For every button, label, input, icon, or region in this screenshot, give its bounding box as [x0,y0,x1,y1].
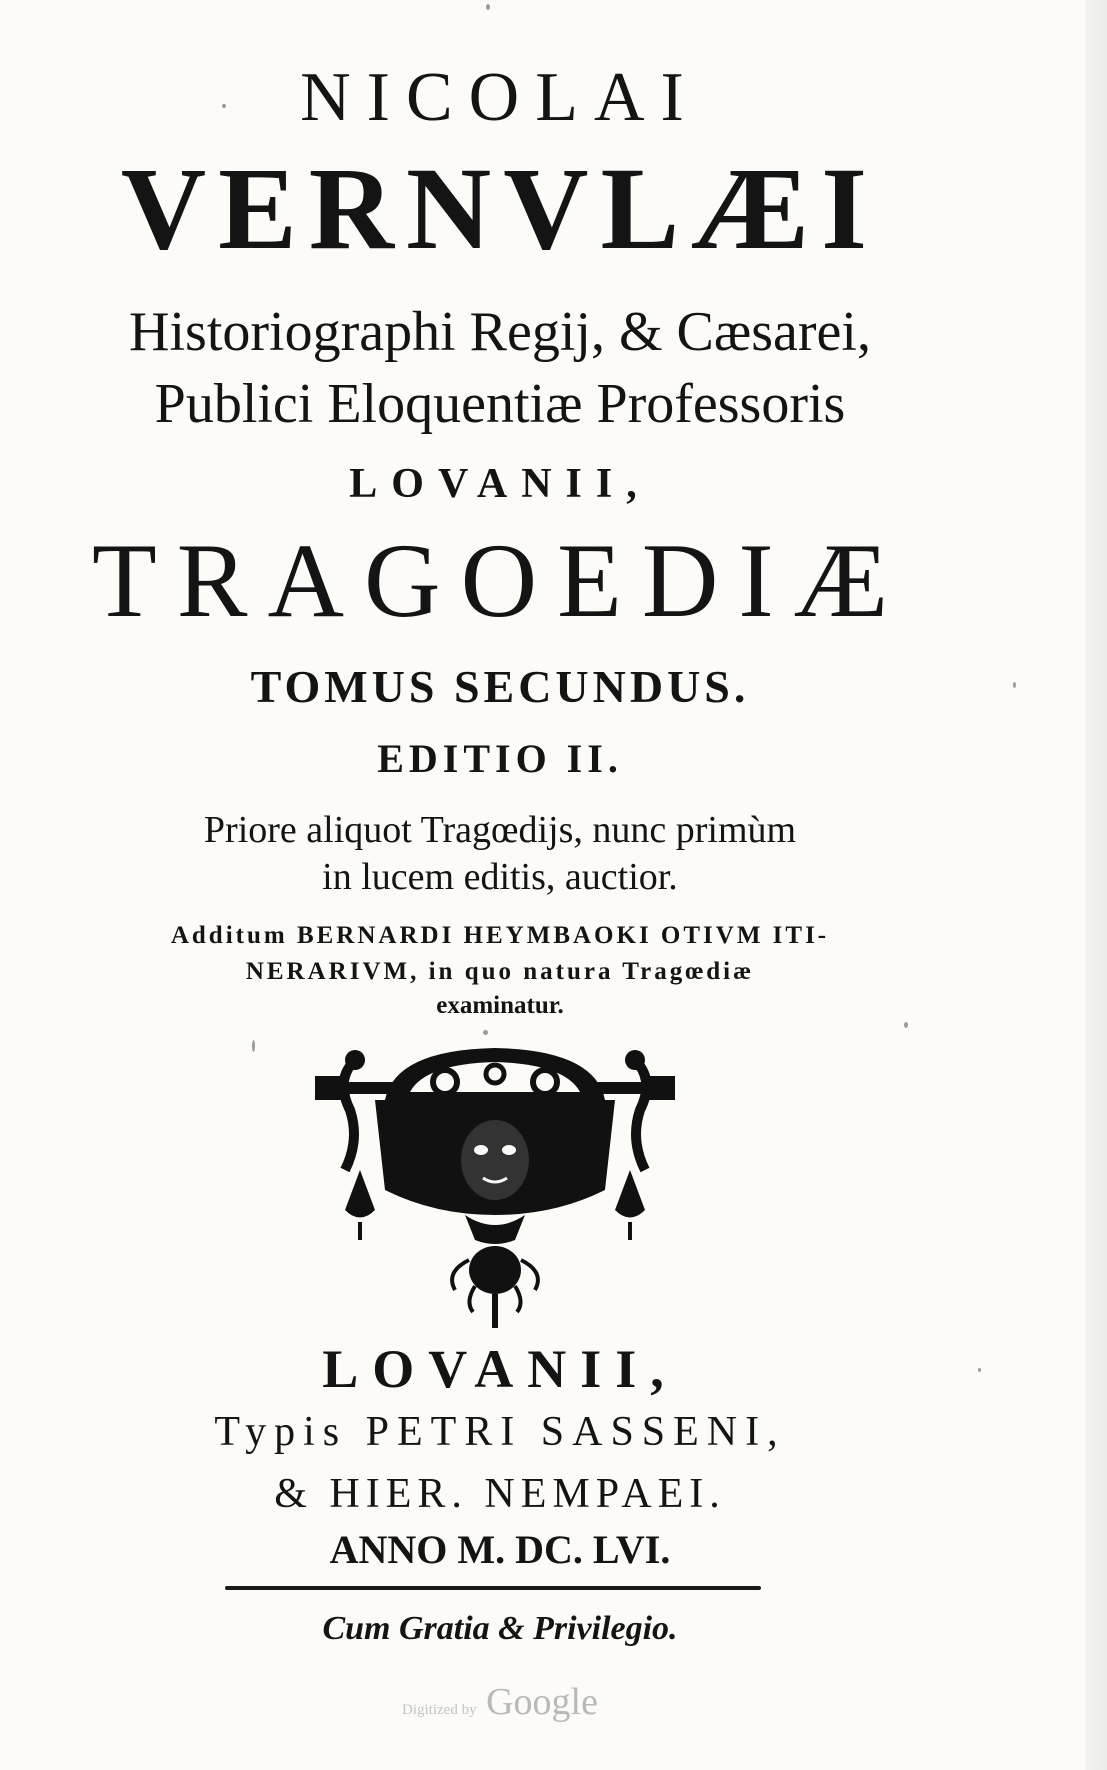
volume-label: TOMUS SECUNDUS. [250,661,750,712]
printers-ornament-icon [315,1040,675,1330]
addition-line-2: NERARIVM, in quo natura Tragœdiæ [245,958,755,985]
university-place: LOVANII, [349,461,651,507]
author-first-name: NICOLAI [300,59,700,136]
author-surname: VERNVLÆI [120,143,880,274]
privilege-line: Cum Gratia & Privilegio. [322,1610,678,1647]
speck [1013,682,1016,688]
divider-rule [225,1586,761,1590]
imprint-year: ANNO M. DC. LVI. [329,1527,671,1572]
speck [252,1040,255,1052]
speck [486,4,490,10]
imprint-printer: Typis PETRI SASSENI, [214,1409,786,1455]
speck [978,1368,981,1372]
description-line-2: in lucem editis, auctior. [322,856,678,898]
author-title-line-2: Publici Eloquentiæ Professoris [154,373,846,435]
description-line-1: Priore aliquot Tragœdijs, nunc primùm [203,809,797,851]
imprint-partner: & HIER. NEMPAEI. [274,1471,726,1517]
watermark-brand: Google [486,1681,598,1723]
page-edge [1085,0,1107,1770]
imprint-city: LOVANII, [322,1339,678,1399]
author-title-line-1: Historiographi Regij, & Cæsarei, [129,301,871,363]
speck [483,1030,488,1035]
watermark-prefix: Digitized by [402,1702,477,1718]
digitized-watermark [0,1680,1000,1724]
edition-label: EDITIO II. [377,736,623,781]
main-title: TRAGOEDIÆ [92,522,908,639]
speck [222,104,226,108]
addition-line-1: Additum BERNARDI HEYMBAOKI OTIVM ITI- [170,922,830,949]
addition-line-3: examinatur. [436,992,564,1019]
speck [904,1022,908,1028]
